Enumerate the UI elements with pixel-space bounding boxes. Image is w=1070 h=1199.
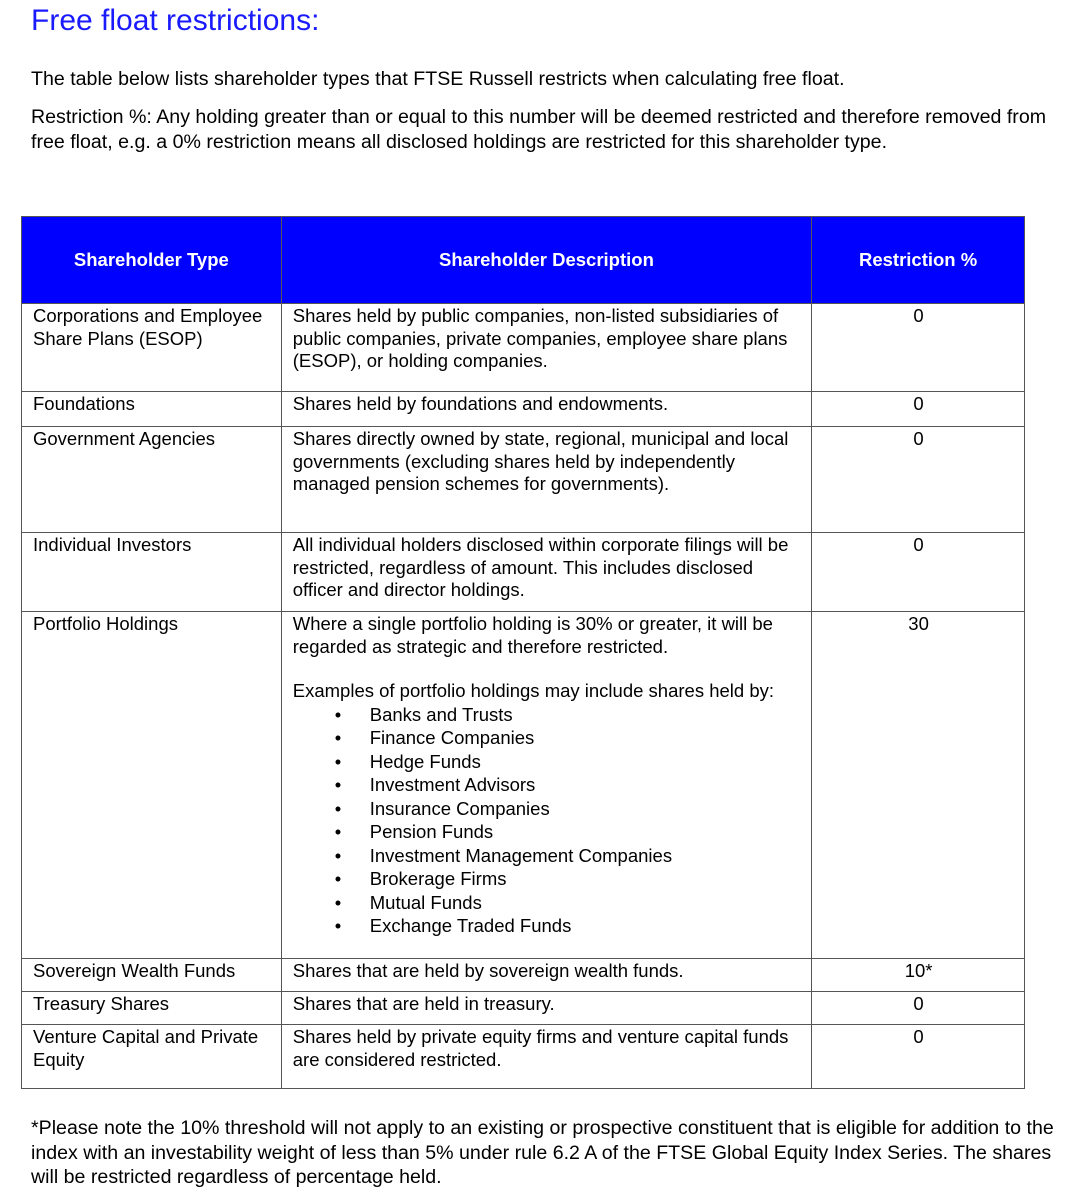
restriction-cell: 0 xyxy=(812,304,1025,392)
restriction-cell: 0 xyxy=(812,533,1025,612)
list-item: • Hedge Funds xyxy=(370,750,801,774)
table-row xyxy=(22,1025,1025,1089)
list-item: • Brokerage Firms xyxy=(370,867,801,891)
shareholder-description-cell: Shares held by foundations and endowments. xyxy=(281,392,811,427)
table-row xyxy=(22,427,1025,533)
list-item: • Pension Funds xyxy=(370,820,801,844)
shareholder-description-cell: All individual holders disclosed within corporate filings will be restricted, regardless of amount. This includes disclosed officer and director holdings. xyxy=(281,533,811,612)
free-float-restrictions-table xyxy=(21,216,1025,1089)
list-item: • Exchange Traded Funds xyxy=(370,914,801,938)
intro-paragraph: The table below lists shareholder types that FTSE Russell restricts when calculating free float. xyxy=(31,68,845,90)
examples-intro: Examples of portfolio holdings may include shares held by: xyxy=(292,680,775,701)
table-row xyxy=(22,612,1025,959)
shareholder-description-cell: Shares directly owned by state, regional, municipal and local governments (excluding shares held by independently managed pension schemes for governments). xyxy=(281,427,811,533)
shareholder-type-cell: Government Agencies xyxy=(22,427,282,533)
table-row xyxy=(22,304,1025,392)
list-item: • Mutual Funds xyxy=(370,891,801,915)
shareholder-description-cell: Shares that are held by sovereign wealth funds. xyxy=(281,959,811,992)
table-row xyxy=(22,533,1025,612)
header-shareholder-description: Shareholder Description xyxy=(281,217,811,304)
shareholder-description-cell: Shares held by private equity firms and venture capital funds are considered restricted. xyxy=(281,1025,811,1089)
shareholder-type-cell: Venture Capital and Private Equity xyxy=(22,1025,282,1089)
table-row xyxy=(22,392,1025,427)
restriction-cell: 0 xyxy=(812,392,1025,427)
shareholder-description-cell: Shares held by public companies, non-listed subsidiaries of public companies, private companies, employee share plans (ESOP), or holding companies. xyxy=(281,304,811,392)
shareholder-type-cell: Foundations xyxy=(22,392,282,427)
restriction-cell: 30 xyxy=(812,612,1025,959)
list-item: • Investment Management Companies xyxy=(370,844,801,868)
restriction-cell: 0 xyxy=(812,427,1025,533)
shareholder-description-cell xyxy=(281,612,811,959)
header-shareholder-type: Shareholder Type xyxy=(22,217,282,304)
restriction-note-paragraph: Restriction %: Any holding greater than or equal to this number will be deemed restricted and therefore removed from free float, e.g. a 0% restriction means all disclosed holdings are restricted for this shareholder type. xyxy=(31,106,1047,153)
list-item: • Finance Companies xyxy=(370,726,801,750)
list-item: • Insurance Companies xyxy=(370,797,801,821)
page-title: Free float restrictions: xyxy=(31,4,320,37)
shareholder-type-cell: Individual Investors xyxy=(22,533,282,612)
shareholder-type-cell: Portfolio Holdings xyxy=(22,612,282,959)
restriction-cell: 10* xyxy=(812,959,1025,992)
shareholder-type-cell: Corporations and Employee Share Plans (ESOP) xyxy=(22,304,282,392)
table-row xyxy=(22,992,1025,1025)
shareholder-description-cell: Shares that are held in treasury. xyxy=(281,992,811,1025)
shareholder-type-cell: Treasury Shares xyxy=(22,992,282,1025)
header-restriction-percent: Restriction % xyxy=(812,217,1025,304)
table-header-row xyxy=(22,217,1025,304)
examples-list xyxy=(293,703,801,938)
table-row xyxy=(22,959,1025,992)
list-item: • Banks and Trusts xyxy=(370,703,801,727)
restriction-cell: 0 xyxy=(812,992,1025,1025)
list-item: • Investment Advisors xyxy=(370,773,801,797)
restriction-cell: 0 xyxy=(812,1025,1025,1089)
portfolio-description: Where a single portfolio holding is 30% or greater, it will be regarded as strategic and therefore restricted. xyxy=(292,613,773,657)
shareholder-type-cell: Sovereign Wealth Funds xyxy=(22,959,282,992)
footnote-paragraph: *Please note the 10% threshold will not apply to an existing or prospective constituent that is eligible for addition to the index with an investability weight of less than 5% under rule 6.2 A of the FTSE Global Equity Index Series. The shares will be restricted regardless of percentage held. xyxy=(31,1117,1054,1188)
